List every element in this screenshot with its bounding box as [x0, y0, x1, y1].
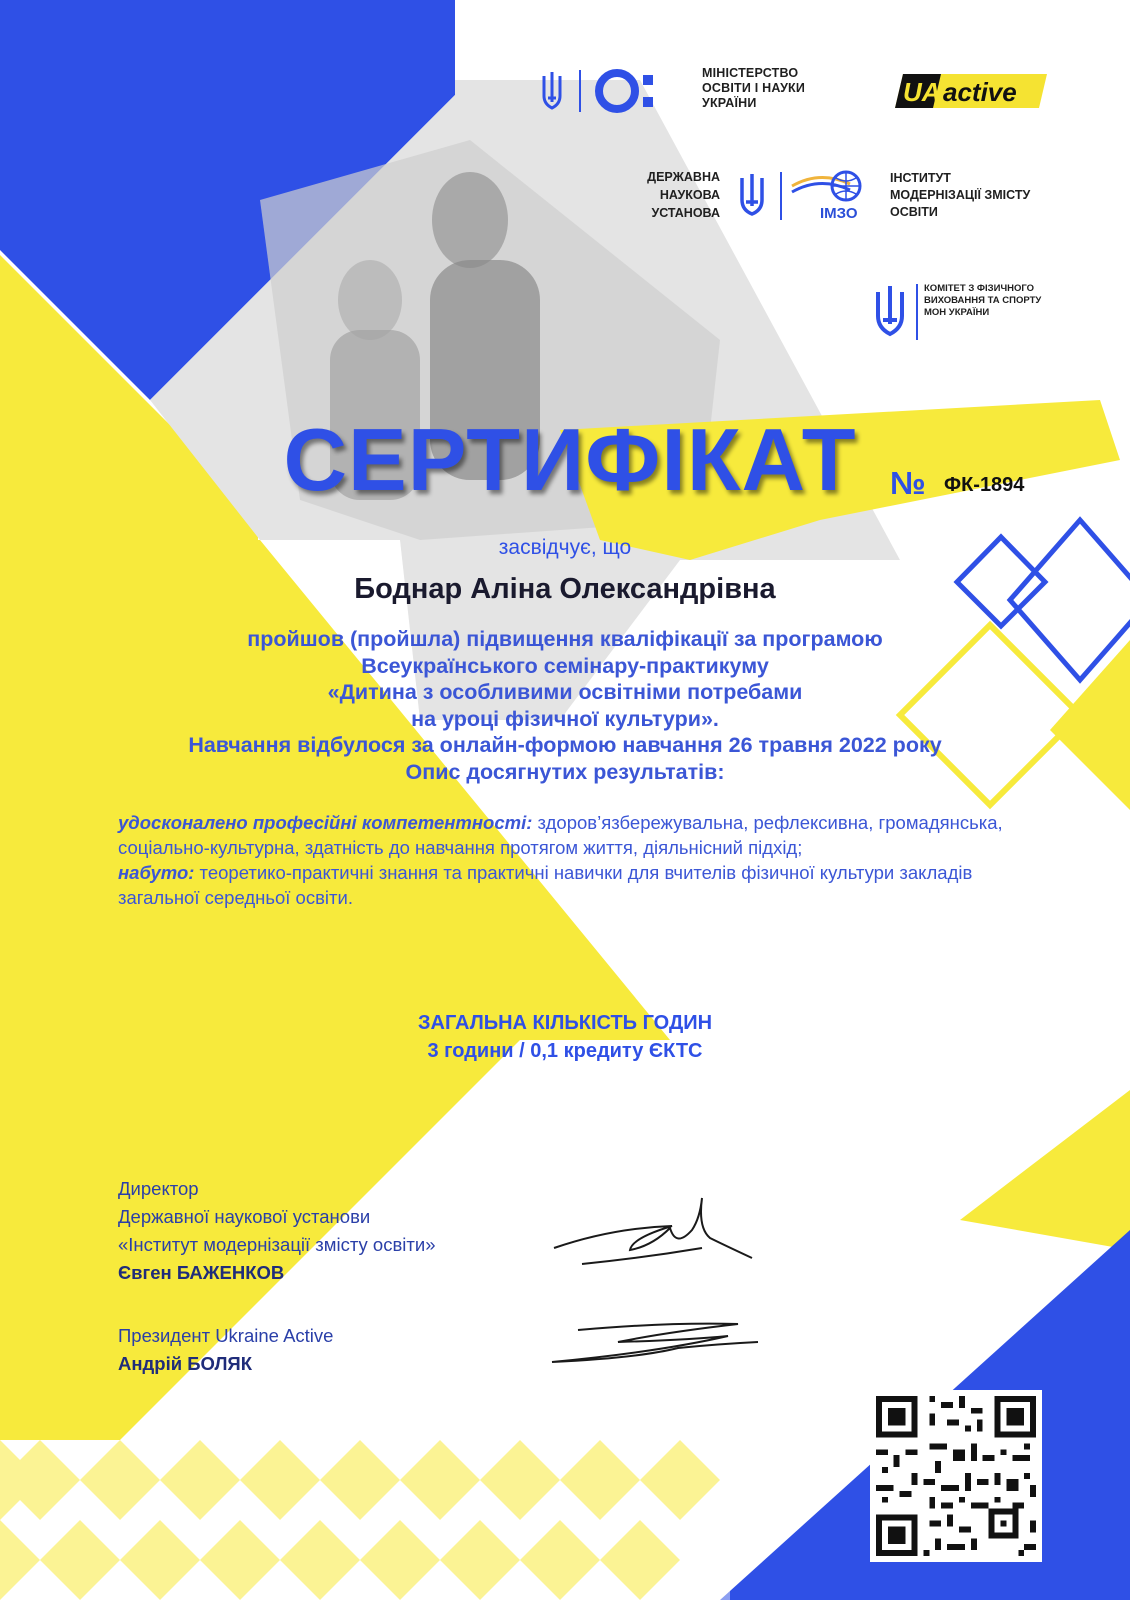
- training-date-line: Навчання відбулося за онлайн-формою навчання 26 травня 2022 року: [188, 733, 942, 757]
- imzo-label: ІМЗО: [820, 205, 858, 222]
- results-text-1: здоров’язбережувальна, рефлексивна, громадянська, соціально-культурна, здатність до навчання протягом життя, діяльнісний підхід;: [118, 812, 1003, 858]
- institute-left-line-3: УСТАНОВА: [651, 206, 720, 220]
- program-line-4: на уроці фізичної культури».: [411, 706, 719, 731]
- trident-icon: [878, 286, 902, 334]
- director-name: Євген БАЖЕНКОВ: [118, 1262, 285, 1283]
- committee-line-1: КОМІТЕТ З ФІЗИЧНОГО: [924, 283, 1035, 294]
- results-heading: Опис досягнутих результатів:: [405, 759, 725, 784]
- president-signature: [548, 1318, 763, 1378]
- committee-line-3: МОН УКРАЇНИ: [924, 307, 990, 318]
- recipient-name: Боднар Аліна Олександрівна: [354, 573, 776, 605]
- hours-value: 3 години / 0,1 кредиту ЄКТС: [427, 1040, 703, 1062]
- results-label-2: набуто:: [118, 862, 195, 883]
- director-line-2: Державної наукової установи: [118, 1206, 371, 1227]
- trident-icon: [742, 174, 762, 214]
- program-line-3: «Дитина з особливими освітніми потребами: [327, 680, 803, 704]
- program-description: [150, 626, 980, 785]
- certificate-number: ФК-1894: [944, 474, 1025, 496]
- certifies-text: засвідчує, що: [498, 536, 632, 559]
- director-line-1: Директор: [118, 1178, 199, 1199]
- president-name: Андрій БОЛЯК: [118, 1353, 253, 1374]
- imzo-globe-logo: [790, 166, 870, 208]
- institute-left-line-2: НАУКОВА: [659, 188, 720, 202]
- program-line-1: пройшов (пройшла) підвищення кваліфікації за програмою: [247, 627, 883, 651]
- institute-left-text: [600, 168, 720, 222]
- ministry-name: [702, 66, 852, 111]
- ua-active-logo: [895, 72, 1047, 110]
- institute-right-line-2: МОДЕРНІЗАЦІЇ ЗМІСТУ: [890, 188, 1031, 202]
- ministry-line-3: УКРАЇНИ: [702, 96, 757, 110]
- program-line-2: Всеукраїнського семінару-практикуму: [361, 653, 769, 678]
- hours-title: ЗАГАЛЬНА КІЛЬКІСТЬ ГОДИН: [417, 1012, 713, 1034]
- trident-icon: [544, 72, 560, 108]
- ministry-line-2: ОСВІТИ І НАУКИ: [702, 81, 806, 95]
- certificate-number-sign: №: [890, 465, 926, 501]
- results-text-2: теоретико-практичні знання та практичні навички для вчителів фізичної культури закладів загальної середньої освіти.: [118, 862, 973, 908]
- committee-trident-logo: [872, 280, 922, 344]
- president-signature-block: [118, 1322, 333, 1378]
- ministry-line-1: МІНІСТЕРСТВО: [702, 66, 799, 80]
- director-signature-block: [118, 1175, 436, 1287]
- director-line-3: «Інститут модернізації змісту освіти»: [118, 1234, 436, 1255]
- svg-text:active: active: [943, 77, 1017, 107]
- svg-text:UA: UA: [903, 77, 941, 107]
- qr-code[interactable]: [870, 1390, 1042, 1562]
- certificate-title: СЕРТИФІКАТ: [283, 410, 857, 509]
- director-signature: [552, 1188, 762, 1278]
- institute-right-line-1: ІНСТИТУТ: [890, 171, 951, 185]
- institute-right-text: [890, 170, 1075, 221]
- committee-line-2: ВИХОВАННЯ ТА СПОРТУ: [924, 295, 1042, 306]
- results-text: [118, 810, 1038, 910]
- committee-text: [924, 283, 1074, 319]
- ministry-logo: [540, 68, 700, 116]
- president-title: Президент Ukraine Active: [118, 1325, 334, 1346]
- institute-right-line-3: ОСВІТИ: [890, 205, 938, 219]
- total-hours: [0, 1009, 1130, 1065]
- institute-left-line-1: ДЕРЖАВНА: [647, 170, 720, 184]
- results-label-1: удосконалено професійні компетентності:: [118, 812, 533, 833]
